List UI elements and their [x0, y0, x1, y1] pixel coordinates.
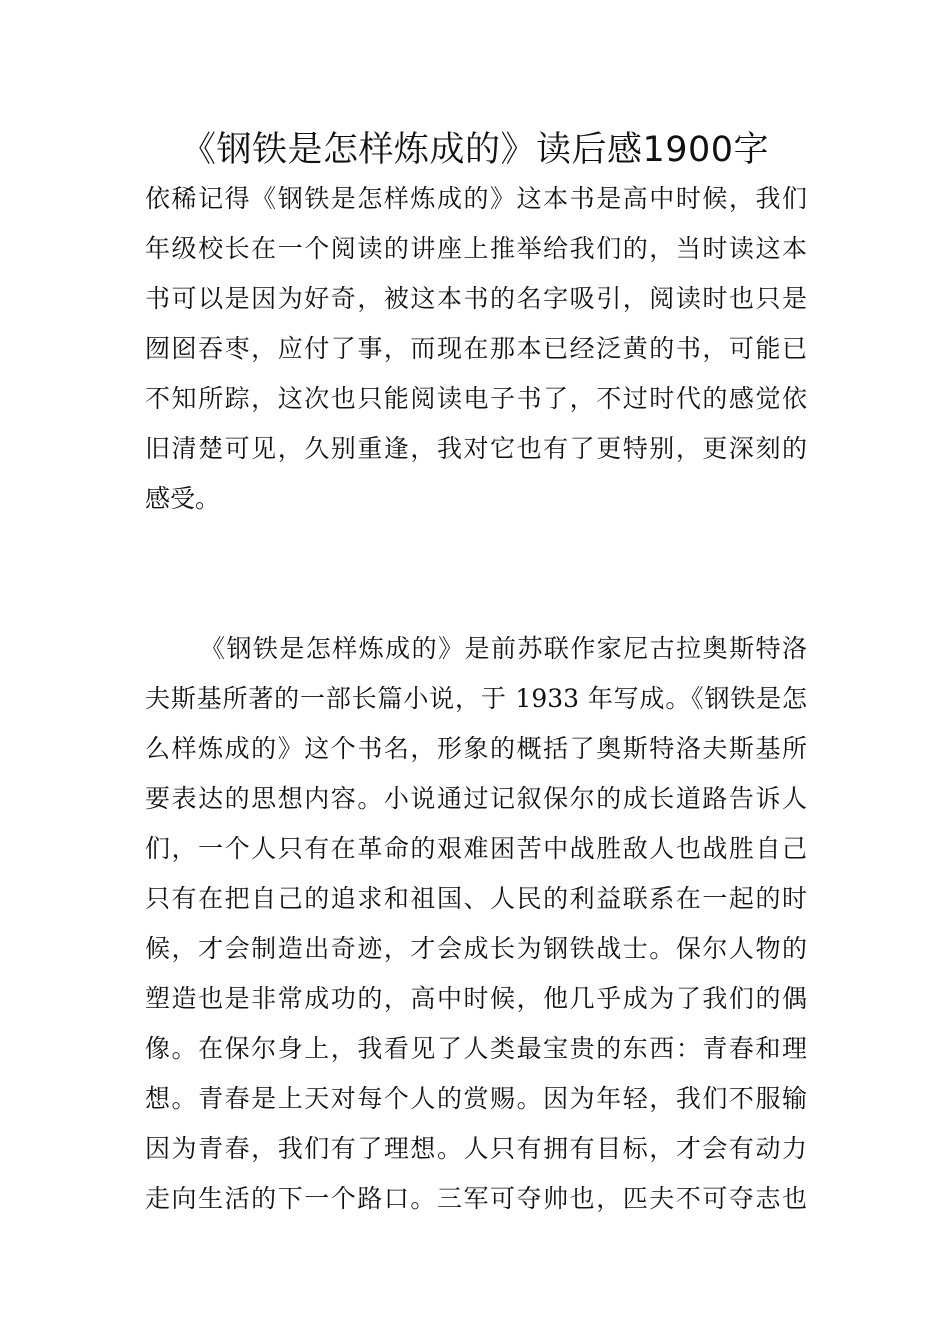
paragraph-line: 只有在把自己的追求和祖国、人民的利益联系在一起的时	[145, 884, 807, 913]
paragraph-1	[145, 174, 807, 524]
paragraph-line: 么样炼成的》这个书名，形象的概括了奥斯特洛夫斯基所	[145, 734, 807, 763]
paragraph-line: 《钢铁是怎样炼成的》是前苏联作家尼古拉奥斯特洛	[200, 634, 807, 663]
paragraph-line: 要表达的思想内容。小说通过记叙保尔的成长道路告诉人	[145, 784, 807, 813]
paragraph-line: 因为青春，我们有了理想。人只有拥有目标，才会有动力	[145, 1134, 807, 1163]
paragraph-line: 年级校长在一个阅读的讲座上推举给我们的，当时读这本	[145, 234, 807, 263]
paragraph-line: 依稀记得《钢铁是怎样炼成的》这本书是高中时候，我们	[145, 184, 807, 213]
paragraph-line: 书可以是因为好奇，被这本书的名字吸引，阅读时也只是	[145, 284, 807, 313]
paragraph-2	[145, 624, 807, 1224]
paragraph-line: 像。在保尔身上，我看见了人类最宝贵的东西：青春和理	[145, 1034, 807, 1063]
paragraph-line: 塑造也是非常成功的，高中时候，他几乎成为了我们的偶	[145, 984, 807, 1013]
paragraph-line: 走向生活的下一个路口。三军可夺帅也，匹夫不可夺志也	[145, 1184, 807, 1213]
document-title: 《钢铁是怎样炼成的》读后感1900字	[180, 130, 770, 170]
paragraph-line: 候，才会制造出奇迹，才会成长为钢铁战士。保尔人物的	[145, 934, 807, 963]
paragraph-line: 们，一个人只有在革命的艰难困苦中战胜敌人也战胜自己	[145, 834, 807, 863]
paragraph-line: 囫囵吞枣，应付了事，而现在那本已经泛黄的书，可能已	[145, 334, 807, 363]
paragraph-line: 夫斯基所著的一部长篇小说，于 1933 年写成。《钢铁是怎	[145, 684, 807, 713]
paragraph-line: 想。青春是上天对每个人的赏赐。因为年轻，我们不服输	[145, 1084, 807, 1113]
paragraph-line: 感受。	[145, 484, 221, 513]
paragraph-line: 不知所踪，这次也只能阅读电子书了，不过时代的感觉依	[145, 384, 807, 413]
paragraph-line: 旧清楚可见，久别重逢，我对它也有了更特别，更深刻的	[145, 434, 807, 463]
